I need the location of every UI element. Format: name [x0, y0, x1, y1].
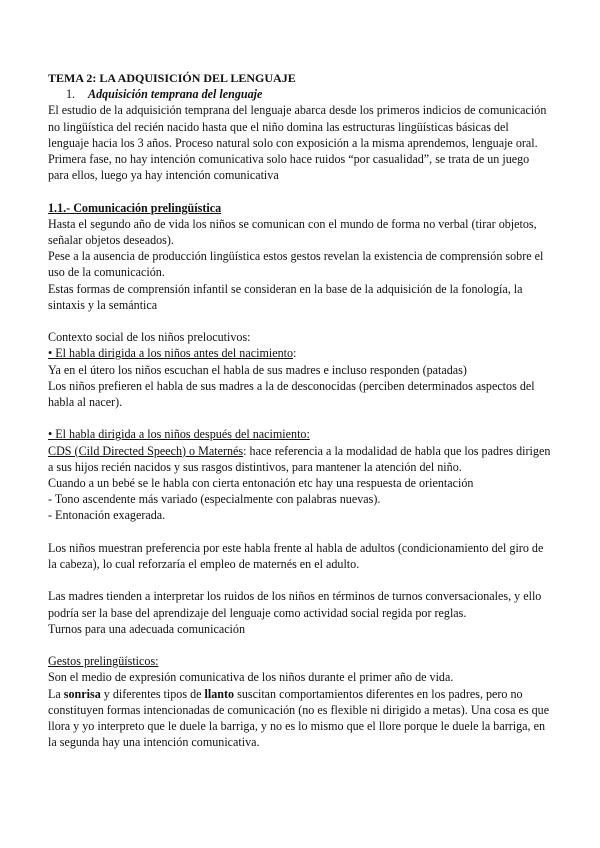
section-paragraph: Pese a la ausencia de producción lingüística estos gestos revelan la existencia de comprensión sobre el uso de la comunicación. — [48, 249, 544, 280]
cds-rest: : hace referencia a la modalidad de habla que los padres dirigen a sus hijos recién nacidos y sus rasgos distintivos, para mantener la atención del niño. — [48, 443, 551, 474]
mothers-paragraph: Las madres tienden a interpretar los ruidos de los niños en términos de turnos conversacionales, y ello podría ser la base del aprendizaje del lenguaje como actividad social regida por reglas. — [48, 589, 542, 620]
context-intro: Contexto social de los niños prelocutivos: — [48, 330, 251, 345]
before-birth-paragraph: Ya en el útero los niños escuchan el habla de sus madres e incluso responden (patadas) — [48, 362, 467, 377]
gestures-heading: Gestos prelingüísticos: — [48, 654, 159, 669]
before-birth-heading-text: • El habla dirigida a los niños antes del nacimiento — [48, 346, 294, 361]
subtitle-text: Adquisición temprana del lenguaje — [88, 87, 263, 102]
doc-title: TEMA 2: LA ADQUISICIÓN DEL LENGUAJE — [48, 71, 296, 85]
before-birth-heading — [48, 345, 552, 361]
gestures-paragraph: Son el medio de expresión comunicativa de los niños durante el primer año de vida. — [48, 670, 454, 685]
llanto-term: llanto — [204, 686, 235, 701]
gestures-paragraph — [48, 686, 552, 751]
section-paragraph: Estas formas de comprensión infantil se consideran en la base de la adquisición de la fonología, la sintaxis y la semántica — [48, 281, 523, 312]
intro-paragraph: El estudio de la adquisición temprana del lenguaje abarca desde los primeros indicios de comunicación no lingüística del recién nacido hasta que el niño domina las estructuras lingüísticas básicas del lenguaje hacia los 3 años. Proceso natural solo con exposición a la misma aprendemos, lenguaje oral. — [48, 103, 547, 150]
section-paragraph: Hasta el segundo año de vida los niños se comunican con el mundo de forma no verbal (tirar objetos, señalar objetos deseados). — [48, 216, 537, 248]
subtitle — [66, 86, 552, 102]
after-birth-list-item: - Entonación exagerada. — [48, 508, 166, 523]
before-birth-colon: : — [293, 346, 297, 361]
cds-paragraph — [48, 443, 552, 475]
intro-paragraph: Primera fase, no hay intención comunicativa solo hace ruidos “por casualidad”, se trata de un juego para ellos, luego ya hay intención comunicativa — [48, 152, 530, 183]
preference-paragraph: Los niños muestran preferencia por este habla frente al habla de adultos (condicionamiento del giro de la cabeza), lo cual reforzaría el empleo de maternés en el adulto. — [48, 540, 544, 572]
subtitle-number: 1. — [66, 87, 76, 102]
section-heading: 1.1.- Comunicación prelingüística — [48, 200, 222, 215]
mothers-paragraph: Turnos para una adecuada comunicación — [48, 621, 246, 636]
cds-label: CDS (Cild Directed Speech) o Maternés — [48, 443, 244, 458]
gestures-text: y diferentes tipos de — [100, 686, 205, 701]
after-birth-paragraph: Cuando a un bebé se le habla con cierta entonación etc hay una respuesta de orientación — [48, 476, 474, 491]
gestures-text: La — [48, 686, 64, 701]
gestures-text: suscitan comportamientos diferentes en los padres, pero no constituyen formas intencionadas de comunicación (no es flexible ni dirigido a metas). Una cosa es que llora y yo interpreto que le duele la barriga, y no es lo mismo que el llore porque le duele la barriga, en la segunda hay una intención comunicativa. — [48, 686, 550, 750]
after-birth-list-item: - Tono ascendente más variado (especialmente con palabras nuevas). — [48, 492, 381, 507]
after-birth-heading: • El habla dirigida a los niños después del nacimiento: — [48, 427, 310, 442]
before-birth-paragraph: Los niños prefieren el habla de sus madres a la de desconocidas (perciben determinados aspectos del habla al nacer). — [48, 378, 535, 410]
sonrisa-term: sonrisa — [63, 686, 101, 701]
